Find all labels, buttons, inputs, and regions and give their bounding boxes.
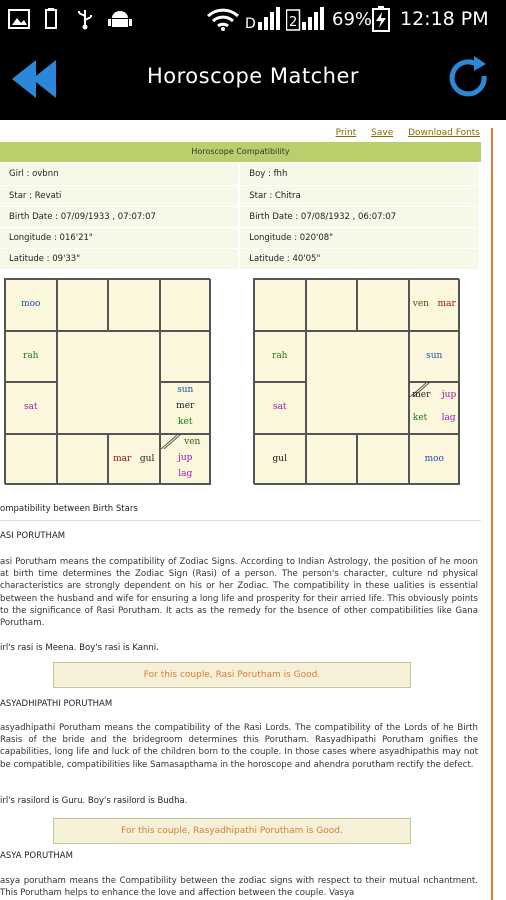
- battery-percent: 69%: [332, 9, 373, 30]
- chart-cell: [409, 382, 461, 434]
- planet-label: rah: [272, 350, 288, 361]
- chart-cell: [5, 382, 57, 434]
- rasi-heading: ASI PORUTHAM: [0, 531, 66, 541]
- svg-text:D: D: [245, 16, 256, 32]
- chart-cell: [160, 331, 212, 383]
- chart-cell: [5, 434, 57, 486]
- android-icon: [108, 8, 132, 30]
- info-table: [0, 164, 481, 270]
- chart-cell: [108, 279, 160, 331]
- chart-center: [306, 331, 409, 434]
- planet-label: sat: [23, 402, 38, 412]
- wifi-icon: [206, 7, 240, 31]
- planet-label: sun: [177, 385, 194, 395]
- planet-label: mer: [176, 401, 195, 411]
- girl-longitude: Longitude : 016'21": [0, 227, 239, 248]
- planet-label: mar: [113, 453, 132, 464]
- rasi-text: asi Porutham means the compatibility of Zodiac Signs. According to Indian Astrology, the position of he moon at birth time determines the Zodiac Sign (Rasi) of a person. The person's character, culture nd physical characteristics are strongly dependent on his or her Zodiac. The compatibility in these ualities is essential between the husband and wife for ensuring a long life and prosperity for their arried life. This obviously points to the significance of Rasi Porutham. It acts as the remedy for the bsence of other compatibilities like Gana Porutham.: [0, 557, 478, 629]
- clock: 12:18 PM: [400, 8, 489, 30]
- planet-label: jup: [441, 390, 457, 400]
- planet-label: jup: [178, 452, 193, 463]
- planet-label: rah: [23, 350, 39, 361]
- planet-label: moo: [21, 299, 41, 309]
- toplinks: [0, 128, 480, 138]
- compat-header: Horoscope Compatibility: [0, 142, 481, 162]
- signal2-icon: [286, 6, 326, 32]
- chart-cell: [306, 279, 358, 331]
- rasi-result: For this couple, Rasi Porutham is Good.: [53, 662, 411, 688]
- planet-label: ket: [178, 417, 193, 427]
- chart-cell: [409, 279, 461, 331]
- page-title: Horoscope Matcher: [146, 64, 360, 88]
- print-link[interactable]: Print: [335, 128, 357, 138]
- girl-star: Star : Revati: [0, 185, 239, 206]
- chart-cell: [357, 434, 409, 486]
- chart-cell: [254, 382, 306, 434]
- rasyadhi-text: asyadhipathi Porutham means the compatibility of the Rasi Lords. The compatibility of the Lords of he Birth Rasis of the bride and the bridegroom determines this Porutham. Rasyadhipathi Porutham gnifies the capabilities, long life and luck of the children born to the couple. In those cases where asyadhipathis may not be compatible, compatibilities like Samasapthama in the horoscope and ahendra porutham rectify the defect.: [0, 723, 478, 770]
- boy-latitude: Latitude : 40'05": [239, 248, 480, 269]
- chart-cell: [409, 331, 461, 383]
- chart-cell: [306, 434, 358, 486]
- rasi-values: irl's rasi is Meena. Boy's rasi is Kanni.: [0, 643, 159, 653]
- boy-dob: Birth Date : 07/08/1932 , 06:07:07: [239, 206, 480, 227]
- chart-cell: [160, 382, 212, 434]
- chart-cell: [254, 331, 306, 383]
- chart-cell: [160, 434, 212, 486]
- charging-icon: [372, 6, 390, 32]
- download-fonts-link[interactable]: Download Fonts: [408, 128, 480, 138]
- chart-cell: [254, 434, 306, 486]
- image-icon: [8, 8, 30, 30]
- girl-dob: Birth Date : 07/09/1933 , 07:07:07: [0, 206, 239, 227]
- chart-cell: [5, 279, 57, 331]
- rasyadhi-heading: ASYADHIPATHI PORUTHAM: [0, 699, 113, 709]
- status-bar: [0, 0, 506, 38]
- save-link[interactable]: Save: [371, 128, 394, 138]
- usb-icon: [42, 8, 60, 30]
- girl-latitude: Latitude : 09'33": [0, 248, 239, 269]
- action-bar: [0, 38, 506, 120]
- chart-cell: [409, 434, 461, 486]
- planet-label: gul: [139, 453, 155, 464]
- chart-cell: [108, 434, 160, 486]
- planet-label: ket: [412, 413, 428, 423]
- boy-name: Boy : fhh: [239, 164, 480, 185]
- planet-label: moo: [424, 453, 444, 464]
- compat-title: ompatibility between Birth Stars: [0, 504, 138, 514]
- chart-cell: [357, 279, 409, 331]
- planet-label: gul: [272, 453, 287, 464]
- chart-center: [57, 331, 160, 434]
- usb-debug-icon: [76, 8, 94, 30]
- planet-label: sun: [426, 350, 443, 361]
- girl-rasi-chart: [4, 278, 210, 484]
- svg-text:2: 2: [289, 15, 298, 30]
- planet-label: mer: [412, 390, 431, 400]
- planet-label: ven: [412, 299, 429, 309]
- vasya-text: asya porutham means the Compatibility between the zodiac signs with respect to their mutual nchantment. This Porutham helps to enhance the love and affection between the couple. Vasya: [0, 876, 478, 899]
- planet-label: ven: [184, 436, 201, 447]
- signal-icon: [244, 6, 280, 32]
- rasyadhi-lords: irl's rasilord is Guru. Boy's rasilord is Budha.: [0, 796, 188, 806]
- boy-star: Star : Chitra: [239, 185, 480, 206]
- chart-cell: [254, 279, 306, 331]
- planet-label: sat: [272, 402, 287, 412]
- refresh-icon[interactable]: [444, 54, 492, 102]
- chart-cell: [160, 279, 212, 331]
- boy-longitude: Longitude : 020'08": [239, 227, 480, 248]
- divider: [0, 520, 481, 521]
- chart-cell: [57, 279, 109, 331]
- planet-label: lag: [441, 413, 456, 423]
- boy-rasi-chart: [253, 278, 459, 484]
- chart-cell: [57, 434, 109, 486]
- planet-label: lag: [178, 468, 193, 479]
- chart-cell: [5, 331, 57, 383]
- content[interactable]: [0, 120, 506, 900]
- vasya-heading: ASYA PORUTHAM: [0, 851, 73, 861]
- planet-label: mar: [437, 299, 456, 309]
- rasyadhi-result: For this couple, Rasyadhipathi Porutham is Good.: [53, 818, 411, 844]
- girl-name: Girl : ovbnn: [0, 164, 239, 185]
